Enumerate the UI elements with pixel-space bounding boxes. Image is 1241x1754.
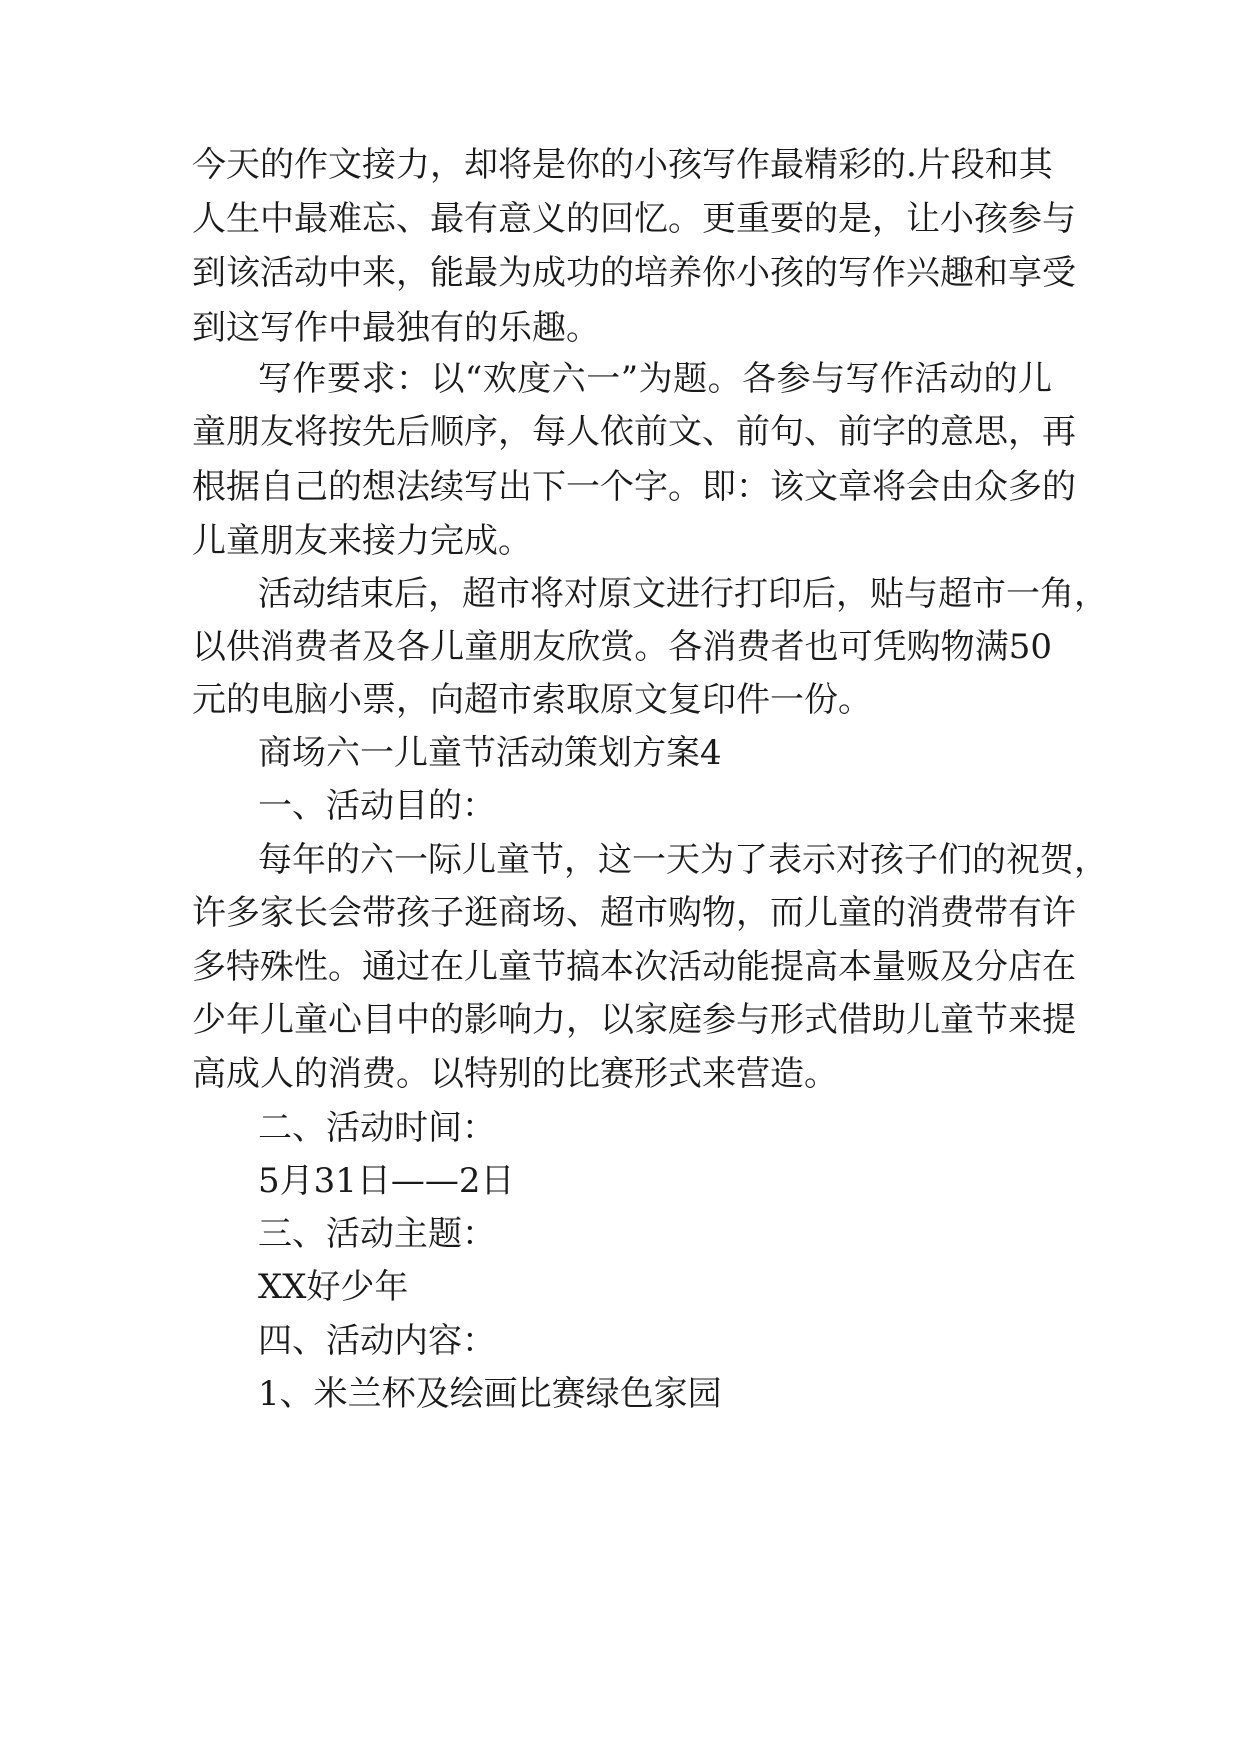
text-line-8: 儿童朋友来接力完成。 (192, 521, 532, 561)
theme-text: XX好少年 (258, 1267, 409, 1307)
section-title: 商场六一儿童节活动策划方案4 (258, 733, 722, 773)
heading-time: 二、活动时间： (258, 1108, 496, 1148)
text-line-4: 到这写作中最独有的乐趣。 (192, 308, 600, 348)
heading-theme: 三、活动主题： (258, 1214, 496, 1254)
event-dates: 5月31日——2日 (258, 1161, 515, 1201)
heading-purpose: 一、活动目的： (258, 786, 496, 826)
text-line-3: 到该活动中来，能最为成功的培养你小孩的写作兴趣和享受 (192, 253, 1076, 293)
text-line-17: 少年儿童心目中的影响力，以家庭参与形式借助儿童节来提 (192, 1000, 1076, 1040)
text-line-1: 今天的作文接力，却将是你的小孩写作最精彩的.片段和其 (192, 145, 1053, 185)
text-line-5: 写作要求：以“欢度六一”为题。各参与写作活动的儿 (258, 359, 1052, 399)
text-line-11: 元的电脑小票，向超市索取原文复印件一份。 (192, 680, 872, 720)
text-line-9: 活动结束后，超市将对原文进行打印后，贴与超市一角， (258, 574, 1108, 614)
text-line-18: 高成人的消费。以特别的比赛形式来营造。 (192, 1054, 838, 1094)
text-line-14: 每年的六一际儿童节，这一天为了表示对孩子们的祝贺， (258, 840, 1108, 880)
content-item-1: 1、米兰杯及绘画比赛绿色家园 (258, 1374, 722, 1414)
heading-content: 四、活动内容： (258, 1321, 496, 1361)
text-line-10: 以供消费者及各儿童朋友欣赏。各消费者也可凭购物满50 (192, 627, 1052, 667)
text-line-2: 人生中最难忘、最有意义的回忆。更重要的是，让小孩参与 (192, 199, 1076, 239)
text-line-15: 许多家长会带孩子逛商场、超市购物，而儿童的消费带有许 (192, 893, 1076, 933)
text-line-16: 多特殊性。通过在儿童节搞本次活动能提高本量贩及分店在 (192, 947, 1076, 987)
text-line-7: 根据自己的想法续写出下一个字。即：该文章将会由众多的 (192, 467, 1076, 507)
text-line-6: 童朋友将按先后顺序，每人依前文、前句、前字的意思，再 (192, 412, 1076, 452)
